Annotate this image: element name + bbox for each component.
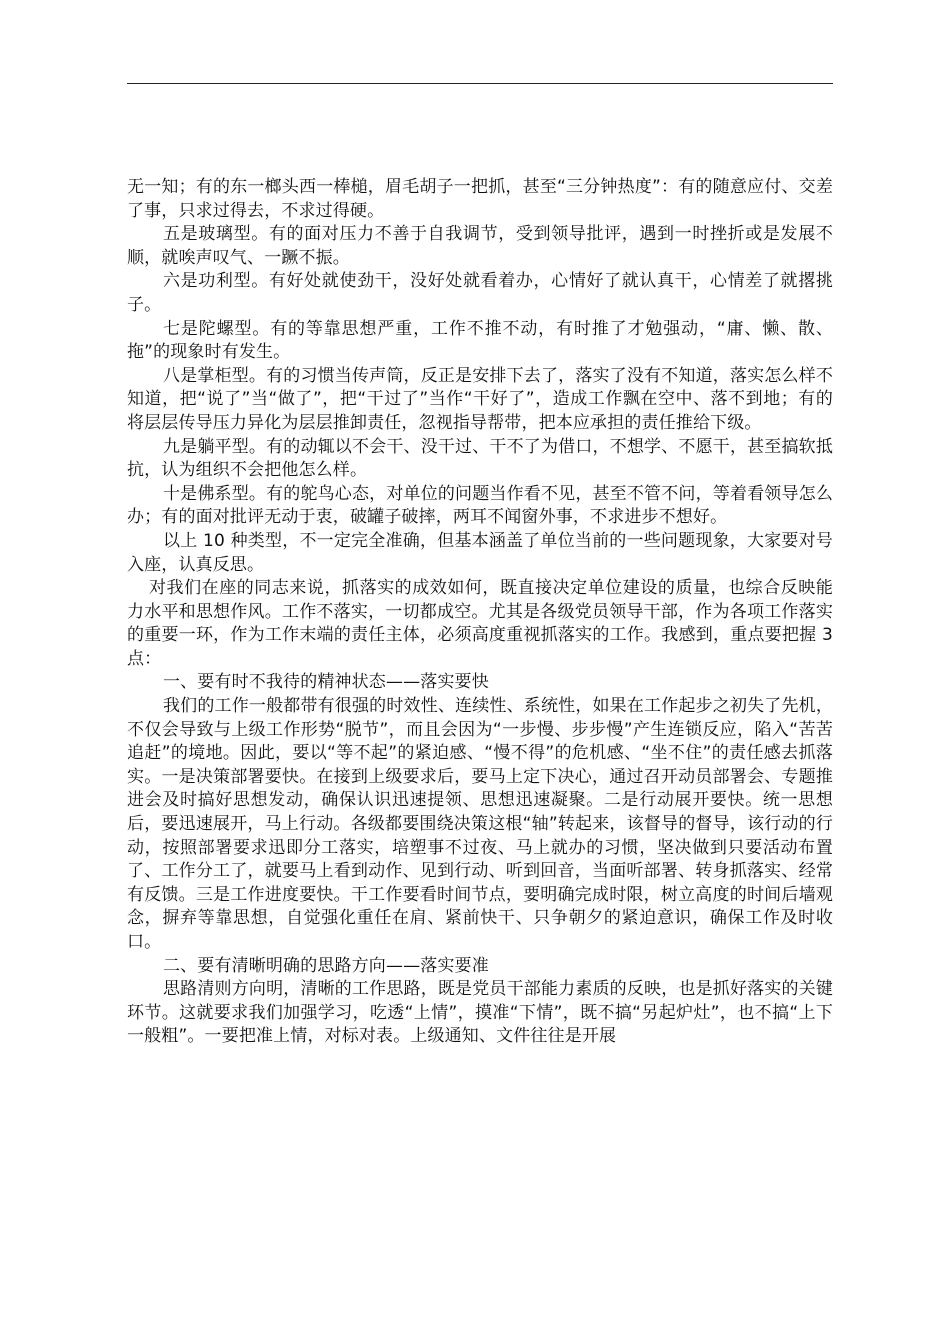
paragraph-10: 我们的工作一般都带有很强的时效性、连续性、系统性，如果在工作起步之初失了先机，不仅会导致与上级工作形势“脱节”，而且会因为“一步慢、步步慢”产生连锁反应，陷入“苦苦追赶”的境地。因此，要以“等不起”的紧迫感、“慢不得”的危机感、“坐不住”的责任感去抓落实。一是决策部署要快。在接到上级要求后，要马上定下决心，通过召开动员部署会、专题推进会及时搞好思想发动，确保认识迅速提领、思想迅速凝聚。二是行动展开要快。统一思想后，要迅速展开，马上行动。各级都要围绕决策这根“轴”转起来，该督导的督导，该行动的行动，按照部署要求迅即分工落实，培塑事不过夜、马上就办的习惯，坚决做到只要活动布置了、工作分工了，就要马上看到动作、见到行动、听到回音，当面听部署、转身抓落实、经常有反馈。三是工作进度要快。干工作要看时间节点，要明确完成时限，树立高度的时间后墙观念，摒弃等靠思想，自觉强化重任在肩、紧前快干、只争朝夕的紧迫意识，确保工作及时收口。 <box>127 696 833 952</box>
paragraph-5: 八是掌柜型。有的习惯当传声筒，反正是安排下去了，落实了没有不知道，落实怎么样不知道，把“说了”当“做了”，把“干过了”当作“干好了”，造成工作飘在空中、落不到地；有的将层层传导压力异化为层层推卸责任，忽视指导帮带，把本应承担的责任推给下级。 <box>127 365 833 433</box>
paragraph-3: 六是功利型。有好处就使劲干，没好处就看着办，心情好了就认真干，心情差了就撂挑子。 <box>127 271 833 315</box>
section-heading-2: 二、要有清晰明确的思路方向——落实要准 <box>163 955 489 976</box>
paragraph-1: 无一知；有的东一榔头西一棒槌，眉毛胡子一把抓，甚至“三分钟热度”：有的随意应付、交差了事，只求过得去，不求过得硬。 <box>127 177 833 221</box>
paragraph-2: 五是玻璃型。有的面对压力不善于自我调节，受到领导批评，遇到一时挫折或是发展不顺，就唉声叹气、一蹶不振。 <box>127 224 833 268</box>
paragraph-8: 以上 10 种类型，不一定完全准确，但基本涵盖了单位当前的一些问题现象，大家要对号入座，认真反思。 <box>127 530 833 575</box>
paragraph-7: 十是佛系型。有的鸵鸟心态，对单位的问题当作看不见，甚至不管不问，等着看领导怎么办；有的面对批评无动于衷，破罐子破摔，两耳不闻窗外事，不求进步不想好。 <box>127 483 833 528</box>
section-heading-1: 一、要有时不我待的精神状态——落实要快 <box>163 672 489 693</box>
paragraph-11: 思路清则方向明，清晰的工作思路，既是党员干部能力素质的反映，也是抓好落实的关键环节。这就要求我们加强学习，吃透“上情”，摸准“下情”，既不搞“另起炉灶”，也不搞“上下一般粗”。一要把准上情，对标对表。上级通知、文件往往是开展 <box>127 979 833 1047</box>
paragraph-6: 九是躺平型。有的动辄以不会干、没干过、干不了为借口，不想学、不愿干，甚至搞软抵抗，认为组织不会把他怎么样。 <box>127 436 833 481</box>
document-body <box>127 176 833 1049</box>
header-rule <box>127 83 833 84</box>
paragraph-9: 对我们在座的同志来说，抓落实的成效如何，既直接决定单位建设的质量，也综合反映能力水平和思想作风。工作不落实，一切都成空。尤其是各级党员领导干部，作为各项工作落实的重要一环，作为工作末端的责任主体，必须高度重视抓落实的工作。我感到，重点要把握 3 点： <box>127 578 833 669</box>
paragraph-4: 七是陀螺型。有的等靠思想严重，工作不推不动，有时推了才勉强动，“庸、懒、散、拖”的现象时有发生。 <box>127 318 833 363</box>
